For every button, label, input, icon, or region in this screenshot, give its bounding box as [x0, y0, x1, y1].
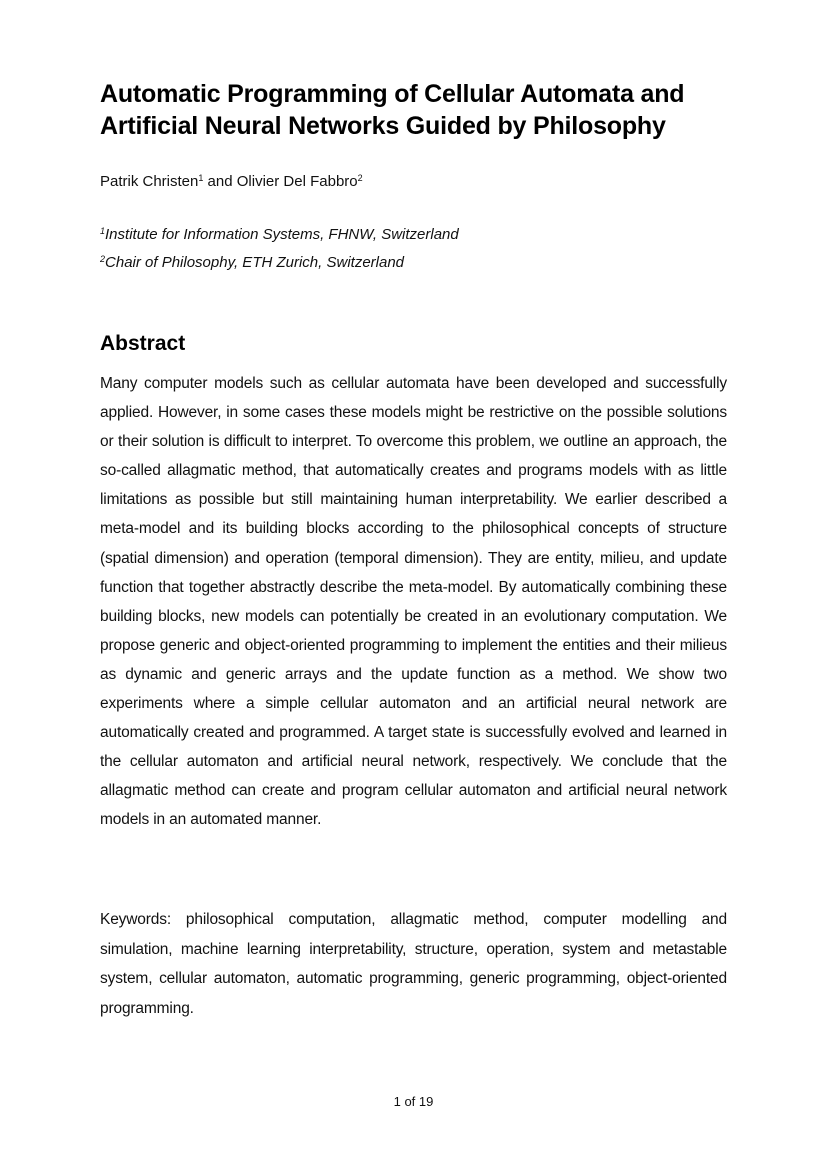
- author-name: Olivier Del Fabbro: [236, 173, 358, 190]
- affiliation-mark: 2: [357, 173, 363, 183]
- affiliation-text: Chair of Philosophy, ETH Zurich, Switzerland: [105, 254, 405, 271]
- affiliation-mark: 2: [100, 254, 106, 264]
- author-line: [100, 172, 363, 192]
- affiliation-mark: 1: [100, 226, 106, 236]
- keywords-text: Keywords: philosophical computation, allagmatic method, computer modelling and simulation, machine learning interpretability, structure, operation, system and metastable system, cellular automaton, automatic programming, generic programming, object-oriented programming.: [100, 911, 727, 1017]
- abstract-text: Many computer models such as cellular automata have been developed and successfully applied. However, in some cases these models might be restrictive on the possible solutions or their solution is difficult to interpret. To overcome this problem, we outline an approach, the so-called allagmatic method, that automatically creates and programs models with as little limitations as possible but still maintaining human interpretability. We earlier described a meta-model and its building blocks according to the philosophical concepts of structure (spatial dimension) and operation (temporal dimension). They are entity, milieu, and update function that together abstractly describe the meta-model. By automatically combining these building blocks, new models can potentially be created in an evolutionary computation. We propose generic and object-oriented programming to implement the entities and their milieus as dynamic and generic arrays and the update function as a method. We show two experiments where a simple cellular automaton and an artificial neural network are automatically created and programmed. A target state is successfully evolved and learned in the cellular automaton and artificial neural network, respectively. We conclude that the allagmatic method can create and program cellular automaton and artificial neural network models in an automated manner.: [100, 375, 727, 829]
- author-separator: and: [203, 173, 237, 190]
- affiliation: [100, 253, 404, 273]
- paper-title: Automatic Programming of Cellular Automata and Artificial Neural Networks Guided by Philosophy: [100, 80, 685, 140]
- affiliation-mark: 1: [198, 173, 204, 183]
- abstract-heading: Abstract: [100, 332, 186, 355]
- author-name: Patrik Christen: [100, 173, 199, 190]
- affiliation: [100, 225, 459, 245]
- affiliation-text: Institute for Information Systems, FHNW, Switzerland: [105, 226, 459, 243]
- page-number: 1 of 19: [393, 1094, 434, 1109]
